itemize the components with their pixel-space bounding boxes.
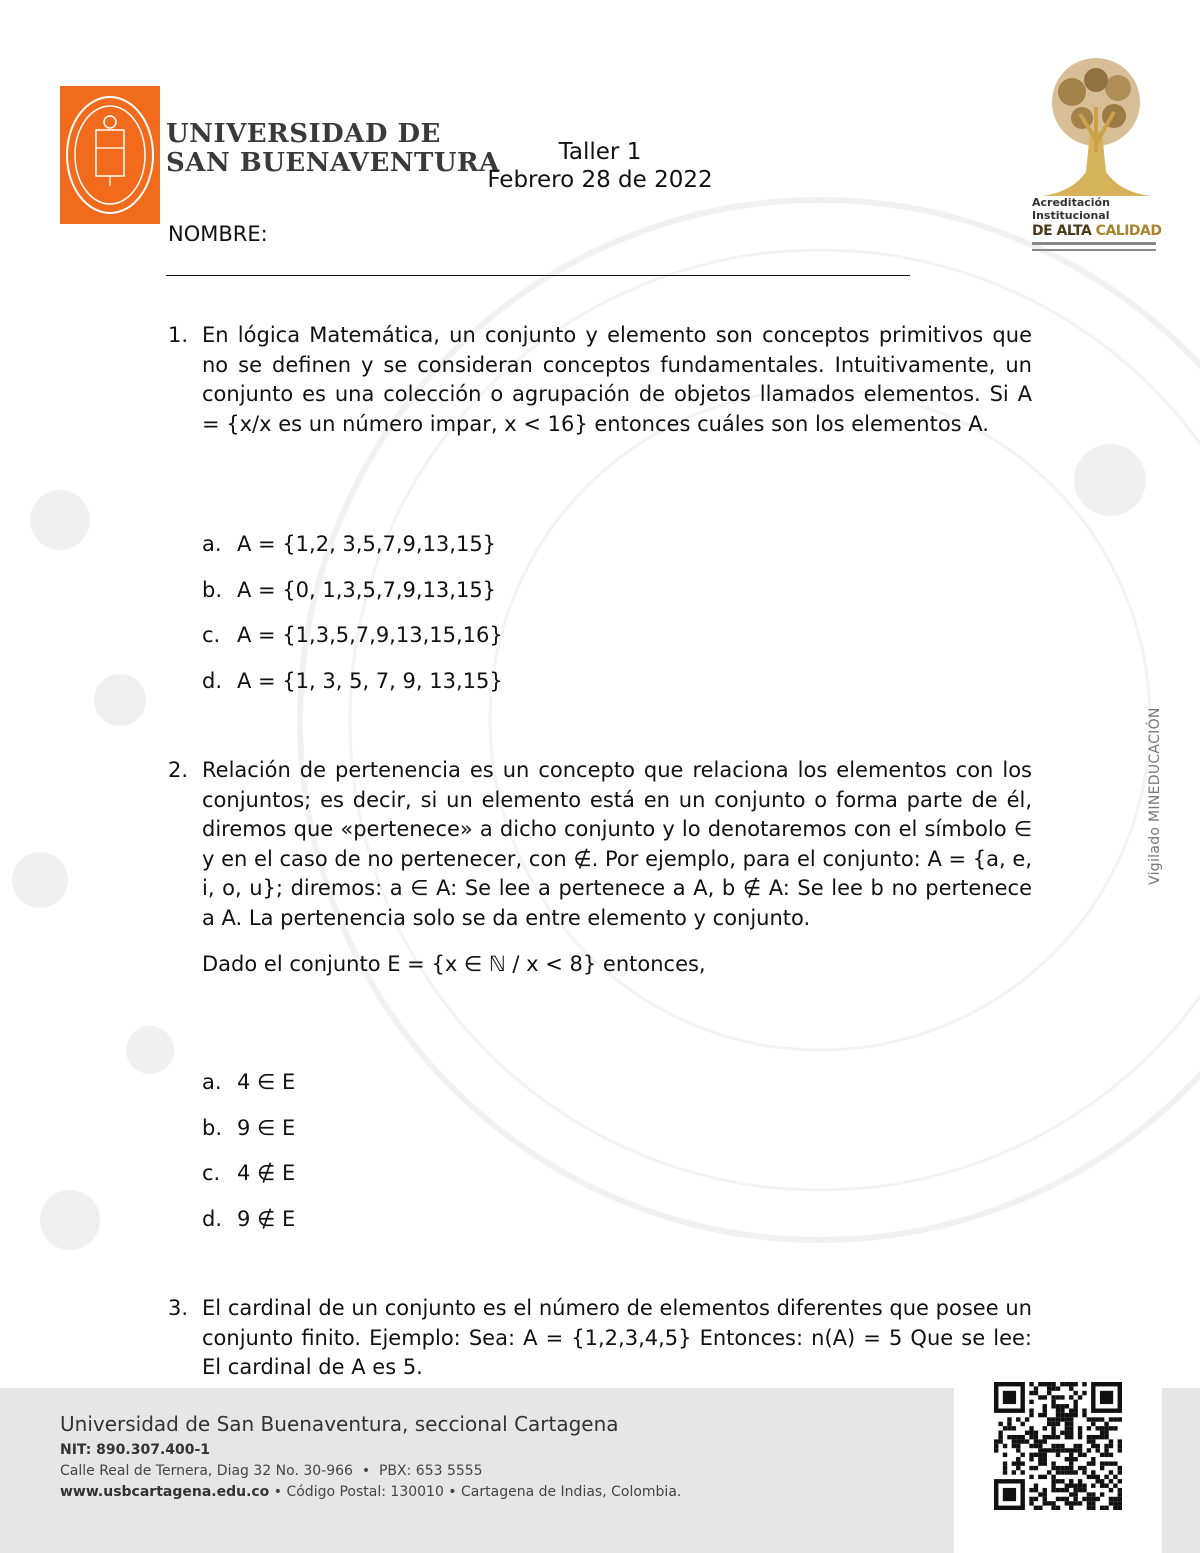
question-2-option-d[interactable] xyxy=(202,1204,295,1250)
question-3 xyxy=(168,1294,1032,1383)
option-text: 9 ∈ E xyxy=(237,1115,296,1140)
qr-code-icon xyxy=(994,1382,1122,1510)
document-title-block xyxy=(480,138,720,194)
question-1-option-d[interactable] xyxy=(202,666,503,712)
accreditation-line2b: CALIDAD xyxy=(1095,223,1162,239)
qr-code-box xyxy=(954,1362,1162,1553)
option-text: 4 ∉ E xyxy=(237,1161,296,1185)
accreditation-text xyxy=(1032,196,1160,251)
question-1-text: En lógica Matemática, un conjunto y elemento son conceptos primitivos que no se definen y se consideran conceptos fundamentales. Intuitivamente, un conjunto es una colección o agrupación de objetos llamados elementos. Si A = {x/x es un número impar, x < 16} entonces cuáles son los elementos A. xyxy=(202,323,1032,436)
question-2 xyxy=(168,756,1032,980)
footer-website-link[interactable]: www.usbcartagena.edu.co xyxy=(60,1484,270,1500)
question-3-number: 3. xyxy=(168,1296,189,1320)
question-2-given-set: Dado el conjunto E = {x ∈ ℕ / x < 8} entonces, xyxy=(202,952,706,976)
question-2-option-c[interactable] xyxy=(202,1158,295,1204)
option-letter: b. xyxy=(202,577,223,602)
university-name xyxy=(166,120,500,178)
option-text: A = {0, 1,3,5,7,9,13,15} xyxy=(237,577,497,602)
university-seal-logo xyxy=(60,86,160,224)
question-2-number: 2. xyxy=(168,758,189,782)
accreditation-line2 xyxy=(1032,222,1160,240)
option-letter: a. xyxy=(202,1070,222,1094)
footer-institution-name: Universidad de San Buenaventura, seccional Cartagena xyxy=(60,1412,619,1436)
document-date: Febrero 28 de 2022 xyxy=(487,167,713,193)
footer-contact xyxy=(60,1484,681,1500)
question-1 xyxy=(168,321,1032,439)
option-letter: c. xyxy=(202,623,221,647)
university-name-line1: UNIVERSIDAD DE xyxy=(166,119,441,149)
footer-address: Calle Real de Ternera, Diag 32 No. 30-966 • PBX: 653 5555 xyxy=(60,1463,483,1479)
option-letter: c. xyxy=(202,1161,221,1185)
question-3-text: El cardinal de un conjunto es el número de elementos diferentes que posee un conjunto finito. Ejemplo: Sea: A = {1,2,3,4,5} Entonces: n(A) = 5 Que se lee: El cardinal de A es 5. xyxy=(202,1296,1032,1379)
university-name-line2: SAN BUENAVENTURA xyxy=(166,148,500,178)
question-2-text: Relación de pertenencia es un concepto que relaciona los elementos con los conjuntos; es decir, si un elemento está en un conjunto o forma parte de él, diremos que «pertenece» a dicho conjunto y lo denotaremos con el símbolo ∈ y en el caso de no pertenecer, con ∉. Por ejemplo, para el conjunto: A = {a, e, i, o, u}; diremos: a ∈ A: Se lee a pertenece a A, b ∉ A: Se lee b no pertenece a A. La pertenencia solo se da entre elemento y conjunto. xyxy=(202,758,1032,930)
option-text: 9 ∉ E xyxy=(237,1206,296,1231)
option-text: A = {1, 3, 5, 7, 9, 13,15} xyxy=(237,668,503,693)
option-letter: d. xyxy=(202,668,223,693)
question-2-option-b[interactable] xyxy=(202,1113,295,1159)
name-label: NOMBRE: xyxy=(168,222,268,246)
document-title: Taller 1 xyxy=(558,139,642,165)
option-letter: a. xyxy=(202,532,222,556)
question-2-option-a[interactable] xyxy=(202,1067,295,1113)
question-1-number: 1. xyxy=(168,323,189,347)
option-letter: b. xyxy=(202,1115,223,1140)
option-text: A = {1,3,5,7,9,13,15,16} xyxy=(237,623,503,647)
question-2-options xyxy=(202,1067,295,1249)
footer-postal: • Código Postal: 130010 • Cartagena de Indias, Colombia. xyxy=(269,1484,682,1500)
option-text: A = {1,2, 3,5,7,9,13,15} xyxy=(237,532,497,556)
footer-nit: NIT: 890.307.400-1 xyxy=(60,1442,211,1458)
accreditation-line2a: DE ALTA xyxy=(1032,223,1096,239)
vigilado-mineducacion-text: Vigilado MINEDUCACIÓN xyxy=(1147,707,1163,885)
question-1-options xyxy=(202,529,503,711)
accreditation-rule-small xyxy=(1032,249,1156,251)
accreditation-line1: Acreditación Institucional xyxy=(1032,196,1110,222)
question-1-option-b[interactable] xyxy=(202,575,503,621)
option-text: 4 ∈ E xyxy=(237,1070,296,1094)
name-field-line[interactable] xyxy=(166,275,910,276)
question-1-option-a[interactable] xyxy=(202,529,503,575)
question-1-option-c[interactable] xyxy=(202,620,503,666)
option-letter: d. xyxy=(202,1206,223,1231)
accreditation-rule xyxy=(1032,242,1156,245)
